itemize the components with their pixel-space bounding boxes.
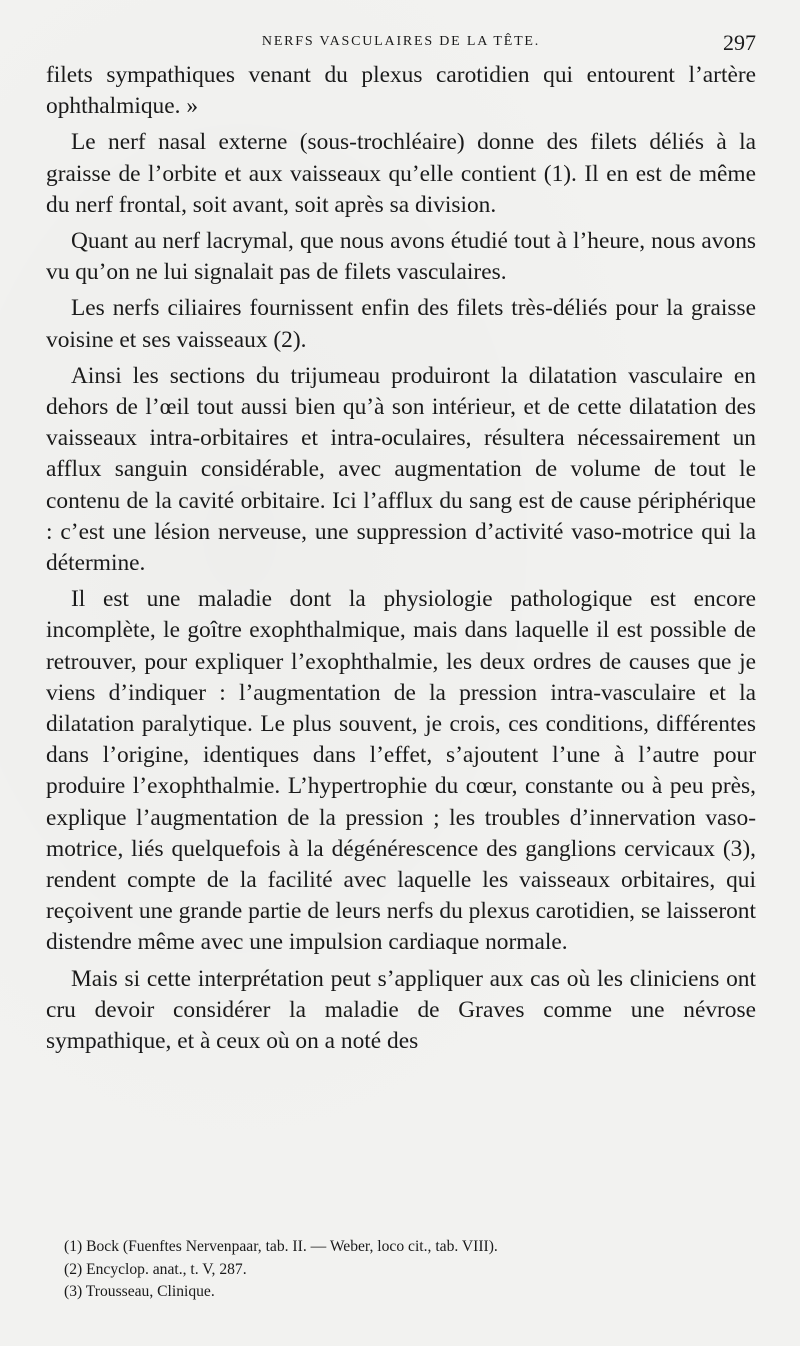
running-title: NERFS VASCULAIRES DE LA TÊTE. xyxy=(261,34,541,49)
paragraph-goitre: Il est une maladie dont la physiologie pathologique est encore incomplète, le goître exophthalmique, mais dans laquelle il est possible de retrouver, pour expliquer l’exophthalmie, les deux ordres de causes que je viens d’indiquer : l’augmentation de la pression intra-vasculaire et la dilatation paralytique. Le plus souvent, je crois, ces conditions, différentes dans l’origine, identiques dans l’effet, s’ajoutent l’une à l’autre pour produire l’exophthalmie. L’hypertrophie du cœur, constante ou à peu près, explique l’augmentation de la pression ; les troubles d’innervation vaso-motrice, liés quelquefois à la dégénérescence des ganglions cervicaux (3), rendent compte de la facilité avec laquelle les vaisseaux orbitaires, qui reçoivent une grande partie de leurs nerfs du plexus carotidien, se laisseront distendre même avec une impulsion cardiaque normale. xyxy=(46,586,756,956)
paragraph-trijumeau: Ainsi les sections du trijumeau produiront la dilatation vasculaire en dehors de l’œil tout aussi bien qu’à son intérieur, et de cette dilatation des vaisseaux intra-orbitaires et intra-oculaires, résultera nécessairement un afflux sanguin considérable, avec augmentation de volume de tout le contenu de la cavité orbitaire. Ici l’afflux du sang est de cause périphérique : c’est une lésion nerveuse, une suppression d’activité vaso-motrice qui la détermine. xyxy=(46,362,756,577)
paragraph-lacrymal-nerve: Quant au nerf lacrymal, que nous avons étudié tout à l’heure, nous avons vu qu’on ne lui signalait pas de filets vasculaires. xyxy=(46,228,756,286)
body-text xyxy=(46,60,756,1057)
paragraph-ciliary-nerves: Les nerfs ciliaires fournissent enfin des filets très-déliés pour la graisse voisine et ses vaisseaux (2). xyxy=(46,295,756,353)
footnotes xyxy=(64,1236,756,1304)
paragraph-continuation: filets sympathiques venant du plexus carotidien qui entourent l’artère ophthalmique. » xyxy=(46,62,756,120)
footnote-2: (2) Encyclop. anat., t. V, 287. xyxy=(64,1260,247,1278)
footnote-1: (1) Bock (Fuenftes Nervenpaar, tab. II. — Weber, loco cit., tab. VIII). xyxy=(64,1238,498,1255)
page-number: 297 xyxy=(723,30,756,55)
running-head xyxy=(46,30,756,60)
paragraph-graves: Mais si cette interprétation peut s’appliquer aux cas où les cliniciens ont cru devoir considérer la maladie de Graves comme une névrose sympathique, et à ceux où on a noté des xyxy=(46,965,756,1055)
paragraph-nasal-nerve: Le nerf nasal externe (sous-trochléaire) donne des filets déliés à la graisse de l’orbite et aux vaisseaux qu’elle contient (1). Il en est de même du nerf frontal, soit avant, soit après sa division. xyxy=(46,129,756,218)
footnote-3: (3) Trousseau, Clinique. xyxy=(64,1283,215,1300)
